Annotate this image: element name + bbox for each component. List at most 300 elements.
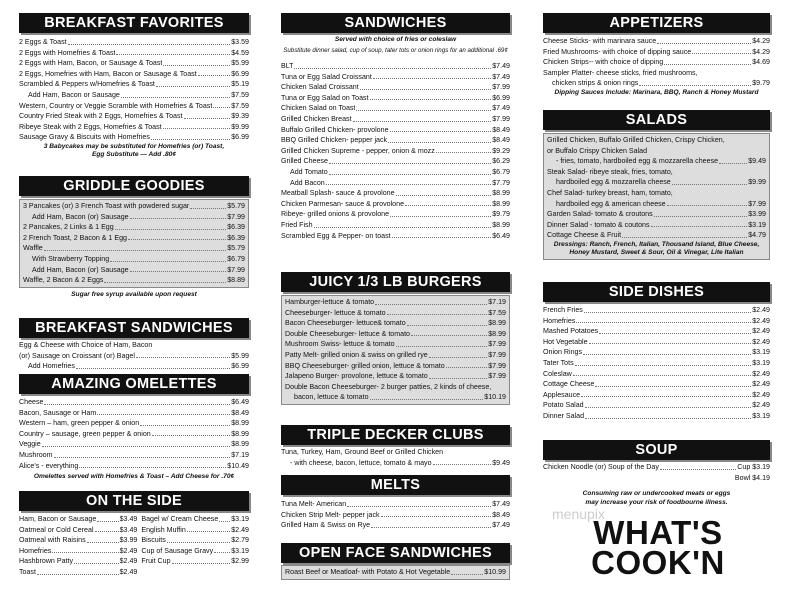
menu-item xyxy=(141,546,249,557)
item-price: $6.99 xyxy=(231,69,249,78)
item-name: Chicken Parmesan- sauce & provolone xyxy=(281,199,405,208)
menu-item xyxy=(141,535,249,546)
item-name: Onion Rings xyxy=(543,348,583,357)
item-name: 2 Eggs & Toast xyxy=(19,38,67,46)
menu-item xyxy=(281,93,510,104)
item-name: Meatball Splash- sauce & provolone xyxy=(281,189,395,198)
item-name: Dinner Salad - tomato & coutons xyxy=(547,220,650,229)
item-price: $10.99 xyxy=(484,568,506,576)
item-price: $7.19 xyxy=(488,298,506,306)
menu-item xyxy=(19,514,137,525)
item-price: $5.99 xyxy=(231,59,249,68)
item-name: Sausage Gravy & Biscuits with Homefries xyxy=(19,133,150,142)
item-name: Grilled Chicken Breast xyxy=(281,114,352,123)
item-price: $6.79 xyxy=(227,254,245,263)
menu-item: Steak Salad- ribeye steak, fries, tomato, xyxy=(547,167,673,176)
menu-item xyxy=(285,329,506,340)
section-title: MELTS xyxy=(281,475,510,495)
menu-item xyxy=(19,439,249,450)
item-name: BLT xyxy=(281,62,294,70)
amazing-omelettes-section xyxy=(19,374,249,482)
item-price: $7.49 xyxy=(492,521,510,530)
section-title: BREAKFAST FAVORITES xyxy=(19,13,249,33)
item-description: Tuna, Turkey, Ham, Ground Beef or Grilled Chicken xyxy=(281,448,444,456)
menu-item xyxy=(19,37,249,48)
menu-item xyxy=(543,379,770,390)
item-name: Cheese Sticks- with marinara sauce xyxy=(543,37,657,45)
item-name: Mushroom xyxy=(19,450,53,459)
appetizers-section xyxy=(543,13,770,97)
item-price: $6.79 xyxy=(492,167,510,176)
item-description: Egg & Cheese with Choice of Ham, Bacon xyxy=(19,341,153,349)
item-price: $6.49 xyxy=(492,231,510,240)
item-list-right xyxy=(141,514,249,578)
item-price: $7.79 xyxy=(492,178,510,187)
item-list xyxy=(19,397,249,471)
note: Substitute dinner salad, cup of soup, tater tots or onion rings for an additional .69¢ xyxy=(283,47,508,54)
item-name: Garden Salad- tomato & croutons xyxy=(547,210,653,219)
item-name: Mushroom Swiss- lettuce & tomato xyxy=(285,340,395,349)
menu-item xyxy=(281,156,510,167)
item-name: Veggie xyxy=(19,440,41,449)
item-price: $3.49 xyxy=(119,515,138,523)
item-name: Chicken Strips-- with choice of dipping xyxy=(543,58,664,67)
item-name: Tuna Melt- American xyxy=(281,500,347,508)
item-list xyxy=(281,565,510,580)
menu-item xyxy=(281,209,510,220)
menu-item xyxy=(281,231,510,242)
item-name: Fruit Cup xyxy=(141,557,171,566)
note: Honey Mustard, Sweet & Sour, Oil & Vinegar, Lite Italian xyxy=(569,249,744,257)
item-name: Potato Salad xyxy=(543,401,584,410)
item-name: Add Bacon xyxy=(290,178,325,187)
menu-item xyxy=(141,525,249,536)
item-name: Bagel w/ Cream Cheese xyxy=(141,515,219,523)
item-price: $5.79 xyxy=(227,244,245,253)
item-price: $8.99 xyxy=(231,429,249,438)
item-price: $8.99 xyxy=(488,329,506,338)
item-price: $7.99 xyxy=(488,361,506,370)
menu-item xyxy=(281,510,510,521)
item-name: 2 Eggs, Homefries with Ham, Bacon or Sausage & Toast xyxy=(19,69,197,78)
item-name: Bacon, Sausage or Ham xyxy=(19,408,97,417)
section-title: APPETIZERS xyxy=(543,13,770,33)
menu-item xyxy=(19,351,249,362)
item-list xyxy=(285,297,506,382)
menu-item xyxy=(281,146,510,157)
item-price: $8.89 xyxy=(227,276,245,285)
item-price: $7.49 xyxy=(492,72,510,81)
item-name: 3 Pancakes (or) 3 French Toast with powdered sugar xyxy=(23,202,190,210)
item-name: Cheeseburger- lettuce & tomato xyxy=(285,308,386,317)
menu-item xyxy=(23,243,245,254)
sandwiches-section xyxy=(281,13,510,241)
menu-item xyxy=(281,188,510,199)
item-price: $2.49 xyxy=(752,327,770,336)
menu-item: Grilled Chicken, Buffalo Grilled Chicken, Crispy Chicken, xyxy=(547,136,725,144)
item-price: $2.49 xyxy=(752,390,770,399)
menu-item: Bowl $4.19 xyxy=(734,473,770,482)
item-price: $7.99 xyxy=(492,83,510,92)
item-name: With Strawberry Topping xyxy=(32,254,110,263)
menu-item xyxy=(19,525,137,536)
item-list-left xyxy=(19,514,137,578)
item-name: Country Fried Steak with 2 Eggs, Homefries & Toast xyxy=(19,112,183,121)
menu-item xyxy=(23,254,245,265)
item-name: Western, Country or Veggie Scramble with Homefries & Toast xyxy=(19,101,213,110)
section-title: SANDWICHES xyxy=(281,13,510,33)
menu-item xyxy=(19,132,249,143)
item-name: Tuna or Egg Salad Croissant xyxy=(281,72,372,81)
item-price: $7.99 xyxy=(488,340,506,349)
menu-item xyxy=(19,418,249,429)
triple-decker-section xyxy=(281,425,510,468)
item-list xyxy=(543,36,770,68)
note: Dipping Sauces Include: Marinara, BBQ, Ranch & Honey Mustard xyxy=(554,88,759,96)
item-price: $6.49 xyxy=(231,398,249,406)
side-dishes-section xyxy=(543,282,770,422)
item-price: $2.49 xyxy=(752,337,770,346)
item-price: $9.29 xyxy=(492,146,510,155)
menu-item xyxy=(19,567,137,578)
menu-item xyxy=(19,122,249,133)
note: Dressings: Ranch, French, Italian, Thousand Island, Blue Cheese, xyxy=(553,240,760,248)
breakfast-sandwiches-section xyxy=(19,318,249,372)
item-price: $2.49 xyxy=(119,546,138,555)
item-price: $8.49 xyxy=(492,136,510,145)
item-price: $2.49 xyxy=(752,316,770,325)
item-name: Add Ham, Bacon (or) Sausage xyxy=(32,212,129,221)
open-face-section xyxy=(281,543,510,580)
item-list xyxy=(547,209,766,241)
item-name: Cheese xyxy=(19,398,44,406)
item-name: Homefries xyxy=(19,546,52,555)
item-price: $8.49 xyxy=(492,510,510,519)
menu-item xyxy=(281,199,510,210)
item-price: $2.49 xyxy=(119,557,138,566)
menu-item xyxy=(285,371,506,382)
item-name: 2 French Toast, 2 Bacon & 1 Egg xyxy=(23,233,127,242)
menu-item xyxy=(19,90,249,101)
item-price: $3.19 xyxy=(752,348,770,357)
section-title: SALADS xyxy=(543,110,770,130)
menu-item xyxy=(543,358,770,369)
item-price: $7.49 xyxy=(492,104,510,113)
menu-item xyxy=(19,48,249,59)
menu-item xyxy=(285,339,506,350)
item-name: Mashed Potatoes xyxy=(543,327,599,336)
item-price: $6.39 xyxy=(227,233,245,242)
item-name: Waffle, 2 Bacon & 2 Eggs xyxy=(23,276,104,285)
item-price: $7.49 xyxy=(492,62,510,70)
item-price: $7.99 xyxy=(488,350,506,359)
item-price: $8.49 xyxy=(492,125,510,134)
item-name: Oatmeal with Raisins xyxy=(19,536,86,545)
menu-item xyxy=(285,297,506,308)
item-price: $8.99 xyxy=(492,189,510,198)
item-name: Add Ham, Bacon (or) Sausage xyxy=(32,265,129,274)
item-price: $9.39 xyxy=(231,112,249,121)
item-name: Scrambled Egg & Pepper- on toast xyxy=(281,231,391,240)
item-price: $5.19 xyxy=(231,80,249,89)
item-name: Applesauce xyxy=(543,390,581,399)
section-title: OPEN FACE SANDWICHES xyxy=(281,543,510,563)
menu-item xyxy=(281,72,510,83)
item-name: Coleslaw xyxy=(543,369,572,378)
item-price: $9.99 xyxy=(231,122,249,131)
menu-item xyxy=(23,222,245,233)
menu-item xyxy=(285,318,506,329)
item-name: Cup of Sausage Gravy xyxy=(141,546,214,555)
item-name: French Fries xyxy=(543,306,583,314)
menu-item xyxy=(141,556,249,567)
menu-item xyxy=(281,520,510,531)
menu-item xyxy=(281,220,510,231)
item-price: $7.99 xyxy=(488,372,506,381)
menu-item xyxy=(19,461,249,472)
menu-item xyxy=(19,408,249,419)
menu-item: Double Bacon Cheeseburger- 2 burger patties, 2 kinds of cheese, xyxy=(285,382,492,391)
item-price: $5.99 xyxy=(231,351,249,360)
section-title: TRIPLE DECKER CLUBS xyxy=(281,425,510,445)
section-title: ON THE SIDE xyxy=(19,491,249,511)
item-price: $3.19 xyxy=(231,515,249,523)
item-name: English Muffin xyxy=(141,525,186,534)
menu-item xyxy=(547,220,766,231)
item-price: $3.19 xyxy=(752,411,770,420)
item-price: $4.29 xyxy=(752,37,770,45)
item-price: $10.49 xyxy=(227,461,249,470)
section-title: SIDE DISHES xyxy=(543,282,770,302)
item-price: $2.79 xyxy=(231,536,249,545)
item-list xyxy=(19,351,249,372)
menu-item xyxy=(285,350,506,361)
item-name: Bacon Cheeseburger- lettuce& tomato xyxy=(285,319,406,328)
item-name: Waffle xyxy=(23,244,43,253)
item-name: Double Cheeseburger- lettuce & tomato xyxy=(285,329,410,338)
item-name: Chicken Salad on Toast xyxy=(281,104,356,113)
item-list-box xyxy=(281,295,510,405)
item-price: $7.19 xyxy=(231,450,249,459)
item-name: Tuna or Egg Salad on Toast xyxy=(281,93,369,102)
item-list xyxy=(19,199,249,288)
subtitle: Served with choice of fries or coleslaw xyxy=(334,36,457,43)
item-name: BBQ Cheeseburger- grilled onion, lettuce & tomato xyxy=(285,361,445,370)
item-name: Ribeye- grilled onions & provolone xyxy=(281,210,390,219)
item-name: Fried Mushrooms- with choice of dipping sauce xyxy=(543,47,692,56)
item-price: $2.99 xyxy=(231,557,249,566)
menu-item xyxy=(285,361,506,372)
menu-item xyxy=(543,326,770,337)
item-price: $8.99 xyxy=(492,220,510,229)
menu-item: - fries, tomato, hardboiled egg & mozzarella cheese $9.49 xyxy=(556,157,766,166)
menu-item xyxy=(543,390,770,401)
menu-item xyxy=(543,337,770,348)
menu-item xyxy=(19,429,249,440)
menu-item xyxy=(543,400,770,411)
item-price: $3.99 xyxy=(119,536,138,545)
item-name: Grilled Chicken Supreme - pepper, onion & mozz xyxy=(281,146,435,155)
menu-item xyxy=(281,135,510,146)
note: Egg Substitute — Add .80¢ xyxy=(91,151,176,159)
item-price: $8.99 xyxy=(488,319,506,328)
item-price: $2.49 xyxy=(231,525,249,534)
menu-item xyxy=(19,535,137,546)
menu-item xyxy=(281,178,510,189)
item-name: Cottage Cheese & Fruit xyxy=(547,231,622,240)
menu-item: bacon, lettuce & tomato $10.19 xyxy=(294,393,506,402)
item-price: $8.99 xyxy=(492,199,510,208)
item-price: $5.79 xyxy=(227,202,245,210)
food-warning: Consuming raw or undercooked meats or eggs may increase your risk of foodbourne illness. xyxy=(582,490,731,506)
item-price: $9.79 xyxy=(492,210,510,219)
item-price: $7.59 xyxy=(488,308,506,317)
menu-item xyxy=(19,556,137,567)
menu-item xyxy=(23,201,245,212)
item-name: Western – ham, green pepper & onion xyxy=(19,419,140,428)
menu-item xyxy=(19,546,137,557)
item-name: Add Ham, Bacon or Sausage xyxy=(28,90,120,99)
menu-item xyxy=(19,79,249,90)
item-price: $6.39 xyxy=(227,223,245,232)
item-name: Dinner Salad xyxy=(543,411,585,420)
item-price: $2.49 xyxy=(752,369,770,378)
soup-section xyxy=(543,440,770,483)
menu-item xyxy=(543,47,770,58)
item-name: 2 Eggs with Ham, Bacon, or Sausage & Toast xyxy=(19,59,163,68)
menu-item xyxy=(543,305,770,316)
item-name: Ham, Bacon or Sausage xyxy=(19,515,97,523)
menu-item: - with cheese, bacon, lettuce, tomato & mayo $9.49 xyxy=(290,458,510,467)
breakfast-favorites-section xyxy=(19,13,249,160)
menu-item xyxy=(543,57,770,68)
menu-item xyxy=(19,58,249,69)
restaurant-logo: WHAT'S COOK'N xyxy=(591,514,725,581)
menu-item xyxy=(281,167,510,178)
menu-item xyxy=(281,103,510,114)
item-name: 2 Pancakes, 2 Links & 1 Egg xyxy=(23,223,114,232)
griddle-goodies-section xyxy=(19,176,249,299)
item-price: $7.59 xyxy=(231,101,249,110)
item-price: $6.99 xyxy=(492,93,510,102)
menu-item xyxy=(543,316,770,327)
menu-item xyxy=(19,101,249,112)
item-price: $4.69 xyxy=(752,58,770,67)
item-name: BBQ Grilled Chicken- pepper jack xyxy=(281,136,388,145)
item-price: $2.49 xyxy=(752,306,770,314)
item-price: $7.99 xyxy=(227,212,245,221)
item-price: $3.49 xyxy=(119,525,138,534)
item-name: (or) Sausage on Croissant (or) Bagel xyxy=(19,351,135,360)
item-name: Patty Melt- grilled onion & swiss on grilled rye xyxy=(285,350,428,359)
menu-item xyxy=(543,411,770,422)
melts-section xyxy=(281,475,510,531)
section-title: BREAKFAST SANDWICHES xyxy=(19,318,249,338)
item-price: $6.99 xyxy=(231,362,249,371)
item-name: Add Homefries xyxy=(28,362,75,371)
menu-item xyxy=(547,230,766,241)
item-name: Toast xyxy=(19,567,36,576)
item-name: Roast Beef or Meatloaf- with Potato & Hot Vegetable xyxy=(285,568,451,576)
item-name: Add Tomato xyxy=(290,167,328,176)
two-column-list xyxy=(19,514,249,578)
menu-item xyxy=(543,347,770,358)
note: Omelettes served with Homefries & Toast – Add Cheese for .70¢ xyxy=(33,473,235,481)
menu-item xyxy=(281,61,510,72)
item-price: $8.99 xyxy=(231,440,249,449)
item-name: Scrambled & Peppers w/Homefries & Toast xyxy=(19,80,155,89)
menu-item xyxy=(19,450,249,461)
salad-box xyxy=(543,133,770,260)
menu-item: chicken strips & onion rings $9.79 xyxy=(552,79,770,88)
salads-section xyxy=(543,110,770,260)
menu-item xyxy=(23,212,245,223)
item-name: Grilled Cheese xyxy=(281,157,328,166)
item-name: Chicken Strip Melt- pepper jack xyxy=(281,510,380,519)
menu-item: hardboiled egg & american cheese $7.99 xyxy=(556,199,766,208)
menu-item xyxy=(281,499,510,510)
section-title: SOUP xyxy=(543,440,770,460)
item-price: $2.49 xyxy=(119,567,138,576)
note: 3 Babycakes may be substituted for Homefries (or) Toast, xyxy=(43,142,225,150)
item-name: Cottage Cheese xyxy=(543,380,595,389)
item-name: Fried Fish xyxy=(281,220,313,229)
item-price: $3.99 xyxy=(748,210,766,219)
item-name: Grilled Ham & Swiss on Rye xyxy=(281,521,371,530)
menu-item: hardboiled egg & mozzarella cheese $9.99 xyxy=(556,178,766,187)
item-price: $6.29 xyxy=(492,157,510,166)
item-name: 2 Eggs with Homefries & Toast xyxy=(19,48,116,57)
item-name: Homefries xyxy=(543,316,576,325)
menu-item: Chef Salad- turkey breast, ham, tomato, xyxy=(547,188,673,197)
section-title: AMAZING OMELETTES xyxy=(19,374,249,394)
item-name: Buffalo Grilled Chicken- provolone xyxy=(281,125,389,134)
item-price: $3.59 xyxy=(231,38,249,46)
menu-item xyxy=(543,369,770,380)
item-price: $7.49 xyxy=(492,500,510,508)
item-price: $6.99 xyxy=(231,133,249,142)
watermark: menupix xyxy=(552,506,605,522)
item-price: $4.29 xyxy=(752,47,770,56)
item-price: $8.99 xyxy=(231,419,249,428)
item-price: $7.99 xyxy=(227,265,245,274)
menu-item xyxy=(19,397,249,408)
item-price: $3.19 xyxy=(752,358,770,367)
menu-item xyxy=(141,514,249,525)
item-price: $3.19 xyxy=(748,220,766,229)
item-price: $2.49 xyxy=(752,380,770,389)
item-price: $7.99 xyxy=(492,114,510,123)
menu-item: Sampler Platter- cheese sticks, fried mushrooms, xyxy=(543,68,698,77)
section-title: JUICY 1/3 LB BURGERS xyxy=(281,272,510,292)
menu-item xyxy=(543,36,770,47)
item-price: $4.59 xyxy=(231,48,249,57)
item-price: $4.79 xyxy=(748,231,766,240)
section-title: GRIDDLE GOODIES xyxy=(19,176,249,196)
menu-item: Chicken Noodle (or) Soup of the Day Cup $3.19 xyxy=(543,463,770,471)
menu-item: or Buffalo Crispy Chicken Salad xyxy=(547,146,648,155)
on-the-side-section xyxy=(19,491,249,578)
item-price: $8.49 xyxy=(231,408,249,417)
item-name: Oatmeal or Cold Cereal xyxy=(19,525,94,534)
menu-item xyxy=(281,125,510,136)
item-list xyxy=(281,499,510,531)
menu-item xyxy=(19,69,249,80)
menu-item xyxy=(19,361,249,372)
item-name: Ribeye Steak with 2 Eggs, Homefries & Toast xyxy=(19,122,162,131)
item-price: $3.19 xyxy=(231,546,249,555)
item-price: $2.49 xyxy=(752,401,770,410)
